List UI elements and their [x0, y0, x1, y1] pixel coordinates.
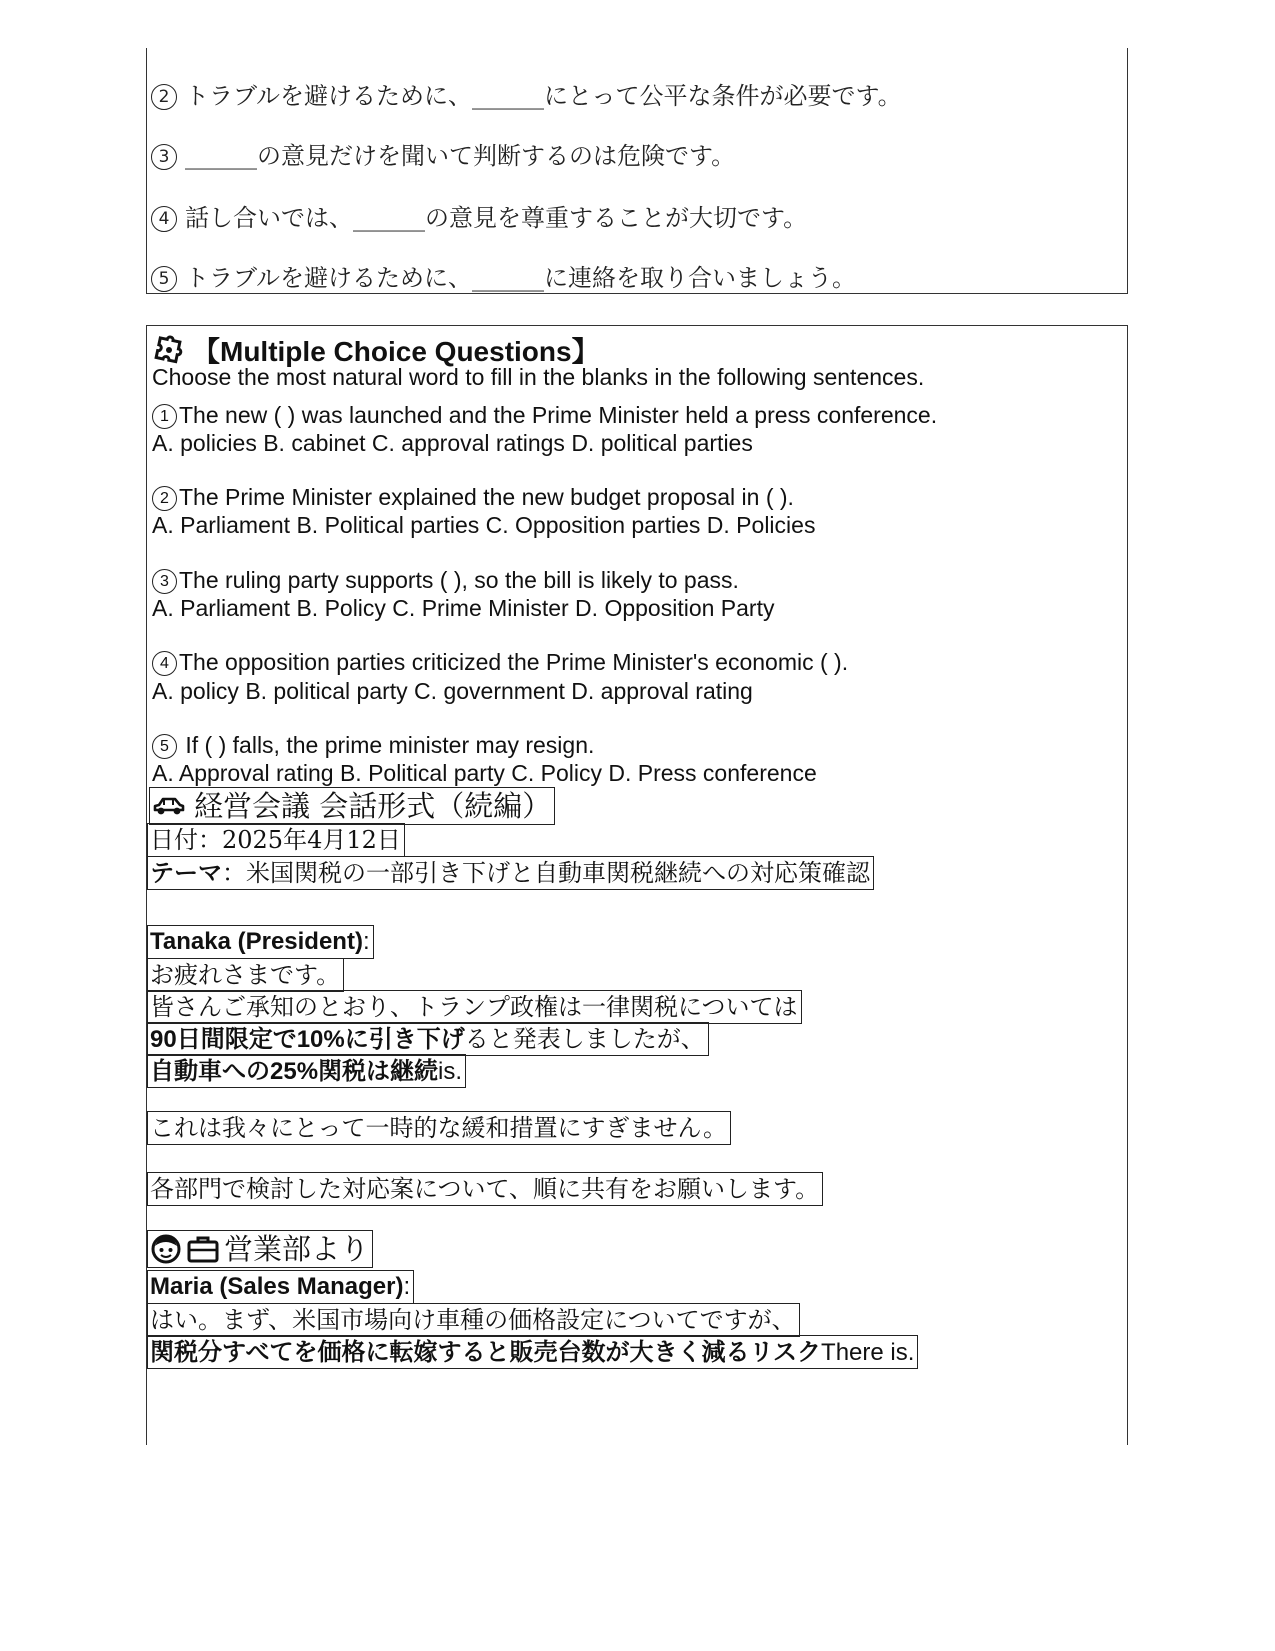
- question-sentence: The opposition parties criticized the Prime Minister's economic ( ).: [179, 649, 849, 675]
- fill-in-section: [146, 48, 1128, 294]
- question-number: 5: [152, 734, 177, 759]
- bold-fragment: 10%: [296, 1026, 345, 1053]
- meeting-date: 日付：2025年4月12日: [147, 823, 405, 857]
- briefcase-icon: [186, 1233, 220, 1265]
- item-number: 3: [151, 144, 177, 170]
- puzzle-icon: [152, 334, 186, 366]
- fill-in-item: [151, 198, 807, 233]
- question-sentence: The new ( ) was launched and the Prime Minister held a press conference.: [179, 402, 938, 428]
- dialogue-line: [147, 1054, 466, 1088]
- meeting-theme: [147, 856, 874, 890]
- bold-fragment: 自動車への: [150, 1057, 270, 1085]
- sales-section-heading: [147, 1230, 373, 1268]
- dialogue-line: [147, 1022, 709, 1056]
- item-text: トラブルを避けるために、______に連絡を取り合いましょう。: [185, 264, 857, 292]
- speaker-colon: :: [403, 1273, 411, 1300]
- fill-in-item: [151, 136, 735, 171]
- bold-fragment: 関税分すべてを価格に転嫁すると販売台数が大きく減るリスク: [150, 1338, 822, 1366]
- bold-fragment: 25%: [270, 1058, 319, 1085]
- theme-label: テーマ: [150, 859, 222, 887]
- item-text: 話し合いでは、______の意見を尊重することが大切です。: [185, 204, 808, 232]
- dialogue-line: [147, 1335, 918, 1369]
- bold-fragment: 90: [150, 1026, 177, 1053]
- speaker-name: Tanaka (President): [150, 928, 363, 955]
- fill-in-item: [151, 76, 902, 111]
- dialogue-line: これは我々にとって一時的な緩和措置にすぎません。: [147, 1111, 731, 1145]
- bold-fragment: 関税は継続: [318, 1057, 439, 1085]
- question-options: A. Approval rating B. Political party C. Policy D. Press conference: [152, 760, 817, 786]
- meeting-title-text: 経営会議 会話形式（続編）: [194, 789, 552, 823]
- question-options: A. policy B. political party C. government D. approval rating: [152, 678, 753, 704]
- speaker-name: Maria (Sales Manager): [150, 1273, 404, 1300]
- speaker-tanaka: [147, 925, 374, 959]
- dialogue-line: はい。まず、米国市場向け車種の価格設定についてですが、: [147, 1303, 800, 1337]
- question-text: [152, 484, 794, 511]
- question-text: [152, 732, 594, 759]
- item-text: トラブルを避けるために、______にとって公平な条件が必要です。: [185, 82, 902, 110]
- main-section: [146, 325, 1128, 1445]
- item-text: ______の意見だけを聞いて判断するのは危険です。: [185, 142, 736, 170]
- question-text: [152, 567, 739, 594]
- car-icon: [152, 793, 186, 819]
- text-fragment: ると発表しましたが、: [464, 1025, 705, 1053]
- text-fragment: is.: [438, 1058, 463, 1085]
- question-number: 3: [152, 569, 177, 594]
- question-text: [152, 649, 848, 676]
- dialogue-line: お疲れさまです。: [147, 958, 344, 992]
- fill-in-item: [151, 258, 856, 293]
- meeting-title: [149, 787, 555, 825]
- sales-heading-text: 営業部より: [224, 1232, 370, 1266]
- title-text: 【Multiple Choice Questions】: [192, 336, 600, 367]
- face-icon: [150, 1233, 182, 1265]
- dialogue-line: 皆さんご承知のとおり、トランプ政権は一律関税については: [147, 990, 802, 1024]
- item-number: 4: [151, 206, 177, 232]
- question-options: A. policies B. cabinet C. approval ratings D. political parties: [152, 430, 753, 456]
- bold-fragment: 日間限定で: [176, 1025, 297, 1053]
- item-number: 5: [151, 266, 177, 292]
- speaker-colon: :: [362, 928, 370, 955]
- question-text: [152, 402, 937, 429]
- item-number: 2: [151, 84, 177, 110]
- question-number: 1: [152, 404, 177, 429]
- theme-text: ：米国関税の一部引き下げと自動車関税継続への対応策確認: [222, 859, 870, 887]
- speaker-maria: [147, 1270, 414, 1304]
- question-number: 4: [152, 651, 177, 676]
- question-options: A. Parliament B. Political parties C. Opposition parties D. Policies: [152, 512, 816, 538]
- question-sentence: If ( ) falls, the prime minister may resign.: [179, 732, 595, 758]
- question-sentence: The ruling party supports ( ), so the bill is likely to pass.: [179, 567, 739, 593]
- dialogue-line: 各部門で検討した対応案について、順に共有をお願いします。: [147, 1172, 823, 1206]
- instruction-text: Choose the most natural word to fill in the blanks in the following sentences.: [152, 364, 925, 390]
- question-options: A. Parliament B. Policy C. Prime Minister D. Opposition Party: [152, 595, 775, 621]
- question-number: 2: [152, 486, 177, 511]
- text-fragment: There is.: [821, 1339, 915, 1366]
- question-sentence: The Prime Minister explained the new budget proposal in ( ).: [179, 484, 794, 510]
- bold-fragment: に引き下げ: [344, 1025, 465, 1053]
